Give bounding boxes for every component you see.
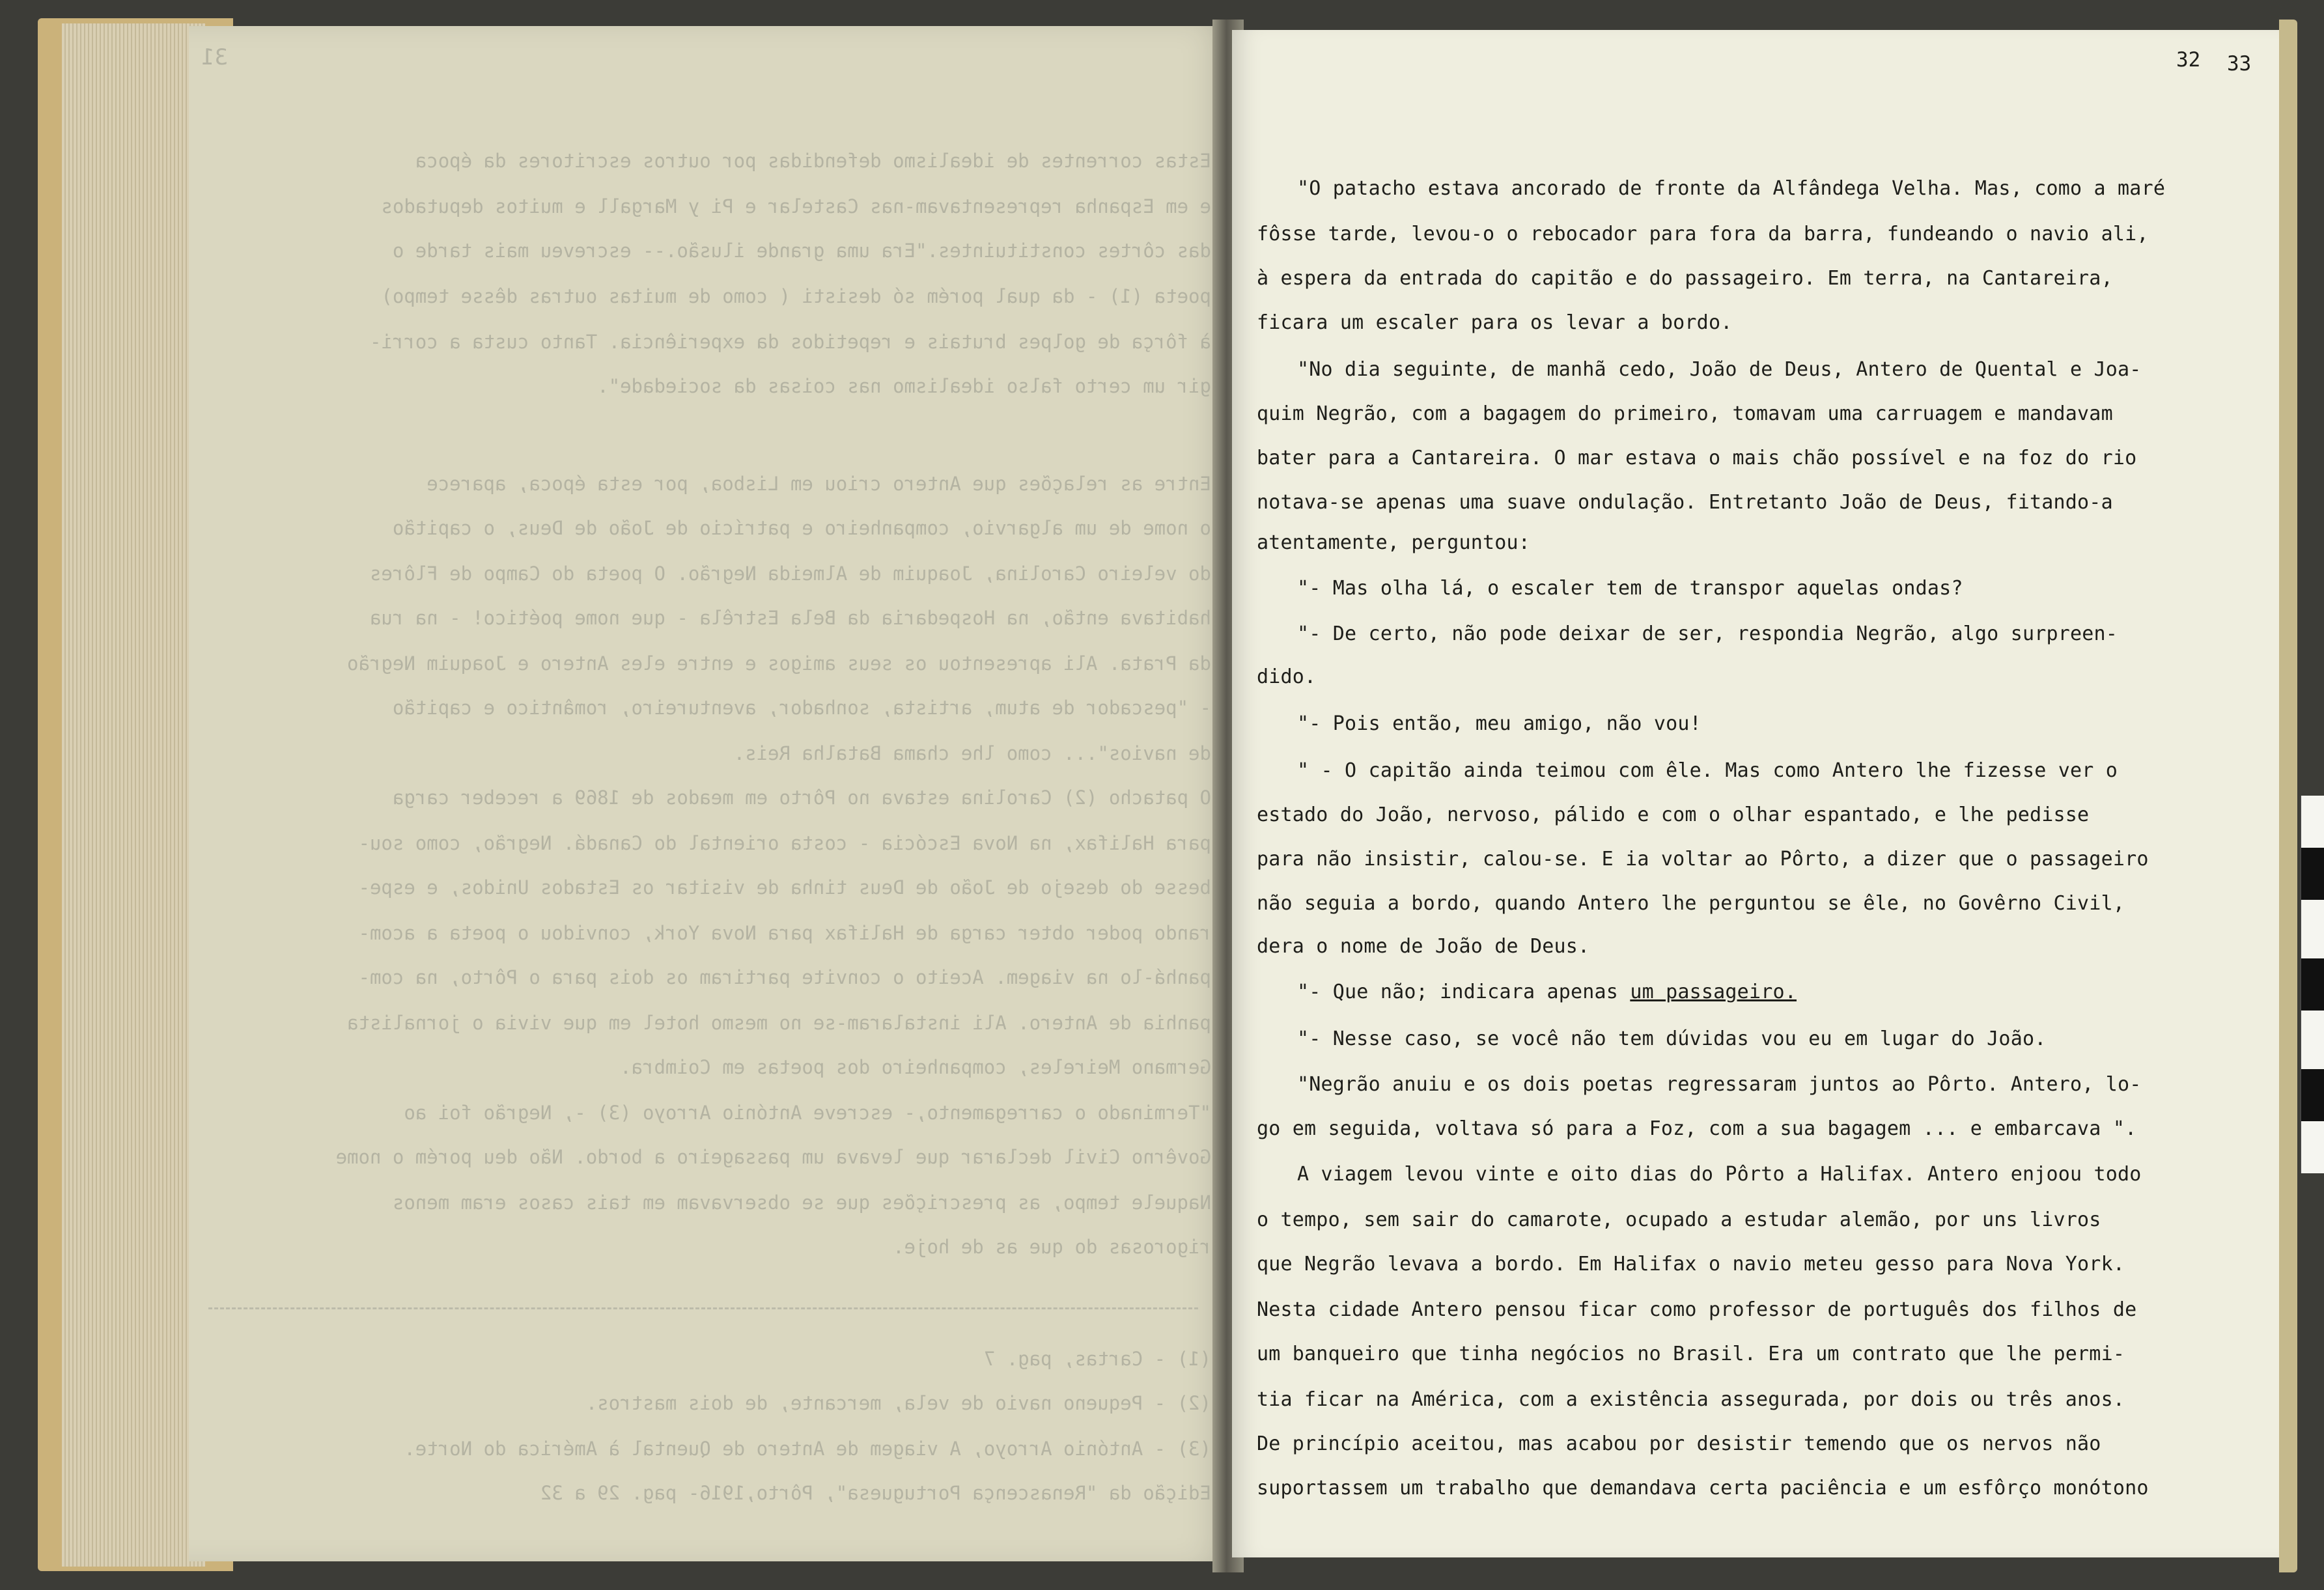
text-line: dido. <box>1257 665 1317 688</box>
text-line: "- Pois então, meu amigo, não vou! <box>1297 712 1701 735</box>
page-number-overwritten: 33 <box>2227 52 2252 76</box>
left-line: da Prata. Ali apresentou os seus amigos e entre eles Antero e Joaquim Negrão <box>347 652 1211 675</box>
text-line: para não insistir, calou-se. E ia voltar ao Pôrto, a dizer que o passageiro <box>1257 848 2149 871</box>
text-line: não seguia a bordo, quando Antero lhe perguntou se êle, no Govêrno Civil, <box>1257 892 2125 915</box>
text-line: " - O capitão ainda teimou com êle. Mas como Antero lhe fizesse ver o <box>1297 759 2118 782</box>
left-line: rigorosas do que as de hoje. <box>893 1236 1211 1258</box>
left-footnote: Edição da "Renascença Portuguesa", Pôrto,1916- pag. 29 a 32 <box>540 1482 1211 1504</box>
text-line: tia ficar na América, com a existência assegurada, por dois ou três anos. <box>1257 1388 2125 1411</box>
left-line: "Terminado o carregamento,- escreve António Arroyo (3) -, Negrão foi ao <box>404 1102 1211 1124</box>
text-line: "- Nesse caso, se você não tem dúvidas vou eu em lugar do João. <box>1297 1027 2047 1050</box>
left-line: besse do desejo de João de Deus tinha de visitar os Estados Unidos, e espe- <box>358 876 1211 899</box>
left-line: de navios"... como lhe chama Batalha Reis. <box>733 742 1211 764</box>
text-line: go em seguida, voltava só para a Foz, com a sua bagagem ... e embarcava ". <box>1257 1117 2137 1140</box>
underlined-phrase: um passageiro. <box>1630 981 1797 1003</box>
text-line: "No dia seguinte, de manhã cedo, João de Deus, Antero de Quental e Joa- <box>1297 358 2142 381</box>
text-line: atentamente, perguntou: <box>1257 531 1531 554</box>
text-line-start: "- Que não; indicara apenas <box>1297 981 1619 1003</box>
left-line: O patacho (2) Carolina estava no Pôrto em meados de 1869 a receber carga <box>392 787 1211 809</box>
left-line: rando poder obter carga de Halifax para Nova York, convidou o poeta a acom- <box>358 922 1211 944</box>
book-cover-edge-right <box>2279 20 2297 1572</box>
left-line: à fôrça de golpes brutais e repetidos da experiência. Tanto custa a corri- <box>369 331 1211 353</box>
text-line: que Negrão levava a bordo. Em Halifax o navio meteu gesso para Nova York. <box>1257 1253 2125 1276</box>
text-line: estado do João, nervoso, pálido e com o olhar espantado, e lhe pedisse <box>1257 803 2090 826</box>
text-line: "- Mas olha lá, o escaler tem de transpor aquelas ondas? <box>1297 577 1963 600</box>
left-footnote: (2) - Pequeno navio de vela, mercante, de dois mastros. <box>585 1392 1211 1414</box>
left-line: Germano Meireles, companheiro dos poetas em Coimbra. <box>620 1056 1211 1078</box>
page-stack-edge <box>62 23 205 1567</box>
text-line: De princípio aceitou, mas acabou por desistir temendo que os nervos não <box>1257 1432 2101 1455</box>
text-line: "Negrão anuiu e os dois poetas regressaram juntos ao Pôrto. Antero, lo- <box>1297 1073 2142 1096</box>
left-line: habitava então, na Hospedaria da Bela Estrêla - que nome poético! - na rua <box>369 607 1211 629</box>
text-line: um banqueiro que tinha negócios no Brasil. Era um contrato que lhe permi- <box>1257 1343 2125 1365</box>
left-line: o nome de um algarvio, companheiro e patrício de João de Deus, o capitão <box>392 517 1211 539</box>
left-line: Estas correntes de idealismo defendidas por outros escritores da época <box>415 150 1211 172</box>
text-line: à espera da entrada do capitão e do passageiro. Em terra, na Cantareira, <box>1257 267 2113 290</box>
left-line: do veleiro Carolina, Joaquim de Almeida Negrão. O poeta do Campo de Flôres <box>369 563 1211 585</box>
left-line: gir um certo falso idealismo nas coisas da sociedade". <box>597 375 1211 397</box>
text-line: A viagem levou vinte e oito dias do Pôrto a Halifax. Antero enjoou todo <box>1297 1163 2142 1186</box>
left-line: Entre as relações que Antero criou em Lisboa, por esta época, aparece <box>427 473 1211 495</box>
left-line: panhá-lo na viagem. Aceito o convite partiram os dois para o Pôrto, na com- <box>358 966 1211 988</box>
page-number: 32 <box>2176 48 2201 72</box>
left-line: panhia de Antero. Ali instalaram-se no mesmo hotel em que vivia o jornalista <box>347 1012 1211 1034</box>
text-line: ficara um escaler para os levar a bordo. <box>1257 311 1733 334</box>
text-line: bater para a Cantareira. O mar estava o mais chão possível e na foz do rio <box>1257 447 2137 469</box>
left-line: para Halifax, na Nova Escócia - costa oriental do Canadá. Negrão, como sou- <box>358 832 1211 854</box>
text-line: o tempo, sem sair do camarote, ocupado a estudar alemão, por uns livros <box>1257 1208 2101 1231</box>
left-line: e em Espanha representavam-nas Castelar e Pi y Margall e muitos deputados <box>381 195 1211 217</box>
text-line: quim Negrão, com a bagagem do primeiro, tomavam uma carruagem e mandavam <box>1257 402 2113 425</box>
left-line: das côrtes constituintes."Era uma grande ilusão.-- escreveu mais tarde o <box>392 240 1211 262</box>
text-line: fôsse tarde, levou-o o rebocador para fora da barra, fundeando o navio ali, <box>1257 223 2149 245</box>
text-line: Nesta cidade Antero pensou ficar como professor de português dos filhos de <box>1257 1298 2137 1321</box>
left-footnote: (1) - Cartas, pag. 7 <box>983 1348 1211 1370</box>
text-line: notava-se apenas uma suave ondulação. Entretanto João de Deus, fitando-a <box>1257 491 2113 514</box>
left-page-number: 31 <box>201 44 228 70</box>
text-line: dera o nome de João de Deus. <box>1257 935 1590 958</box>
left-line: Govêrno Civil declarar que levava um passageiro a bordo. Não deu porém o nome <box>335 1146 1211 1168</box>
text-line: "O patacho estava ancorado de fronte da Alfândega Velha. Mas, como a maré <box>1297 177 2166 200</box>
text-line: "- De certo, não pode deixar de ser, respondia Negrão, algo surpreen- <box>1297 622 2118 645</box>
left-footnote: (3) - António Arroyo, A viagem de Antero de Quental à América do Norte. <box>404 1438 1211 1460</box>
left-page-showthrough-text <box>195 39 1211 1537</box>
left-line: Naquele tempo, as prescrições que se observavam em tais casos eram menos <box>392 1192 1211 1214</box>
left-line: poeta (1) - da qual porém só desisti ( como de muitas outras dêsse tempo) <box>381 285 1211 307</box>
text-line <box>1297 981 1797 1003</box>
scale-ruler <box>2300 796 2324 1173</box>
footnote-divider <box>208 1307 1198 1309</box>
right-page-text <box>1257 39 2266 1537</box>
left-line: - "pescador de atum, artista, sonhador, aventureiro, romântico e capitão <box>392 697 1211 719</box>
text-line: suportassem um trabalho que demandava certa paciência e um esfôrço monótono <box>1257 1477 2149 1499</box>
